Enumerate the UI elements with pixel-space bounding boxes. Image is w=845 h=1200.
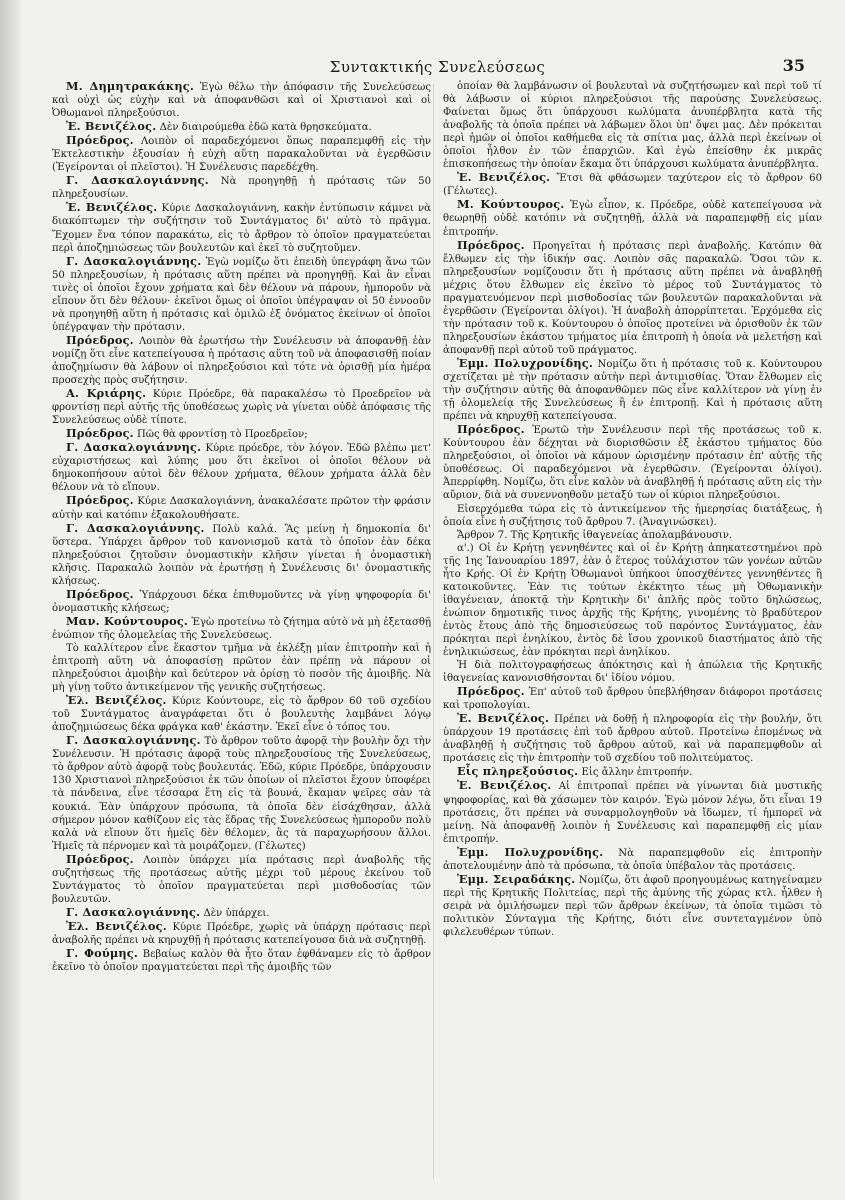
text-columns [52,80,822,1185]
speaker-name: Πρόεδρος. [66,493,134,508]
speech-text: Δὲν ὑπάρχει. [203,907,270,919]
speaker-name: Γ. Δασκαλογιάννης. [66,520,205,535]
speech-text: Πολὺ καλά. Ἂς μείνῃ ἡ δημοκοπία δι' ὕστερα. Ὑπάρχει ἄρθρον τοῦ κανονισμοῦ κατὰ τὸ ὁποῖον ἐὰν δέκα πληρεξούσιοι ζητοῦσιν ὀνομαστικὴν κλῆσιν γίνεται ἡ ὀνομαστικὴ κλῆσις. Παρακαλῶ λοιπὸν νὰ ἐρωτήσῃ ἡ Συνέλευσις δι' ὀνομαστικῆς κλήσεως. [52,523,431,587]
speech-text: ὁποίαν θὰ λαμβάνωσιν οἱ βουλευταὶ νὰ συζητήσωμεν καὶ περὶ τοῦ τί θὰ λάβωσιν οἱ κύριοι πληρεξούσιοι τῆς παρούσης Συνελεύσεως. Φαίνεται ὅμως ὅτι ὑπάρχουσι κωλύματα ἀνυπέρβλητα κατὰ τῆς ἀναβολῆς τὰ ὁποῖα πρέπει νὰ λάβωμεν ὅλοι ὑπ' ὄψει μας. Δὲν πρόκειται περὶ ἡμῶν οἱ ὁποῖοι καθήμεθα εἰς τὰ σπίτια μας, ἀλλὰ περὶ ἐκείνων οἱ ὁποῖοι ἦλθον ἐν τῶν ἐπαρχιῶν. Καὶ ἐγὼ ἐπείσθην ἐκ μικρᾶς ἐπισκοπήσεως τὴν ὁποίαν ἔκαμα ὅτι ὑπάρχουσι κωλύματα ἀνυπέρβλητα. [443,81,822,171]
paragraph [52,427,431,441]
speech-text: Εἰς ἄλλην ἐπιτροπήν. [581,767,693,779]
speech-text: Ὑπάρχουσι δέκα ἐπιθυμοῦντες νὰ γίνῃ ψηφοφορία δι' ὀνομαστικῆς κλήσεως; [52,589,431,614]
speaker-name: Γ. Φούμης. [66,946,138,961]
speech-text: Δὲν διαιρούμεθα ἐδῶ κατὰ θρησκεύματα. [159,122,372,134]
speaker-name: Ἐ. Βενιζέλος. [457,778,552,793]
paragraph [443,779,822,845]
paragraph [52,494,431,521]
speech-text: Ἔτσι θὰ φθάσωμεν ταχύτερον εἰς τὸ ἄρθρον 60 (Γέλωτες). [443,173,822,198]
speech-text: Κύριε Δασκαλογιάννη, ἀνακαλέσατε πρῶτον τὴν φράσιν αὐτὴν καὶ κατόπιν ἐξακολουθήσατε. [52,496,431,521]
paragraph [52,255,431,334]
speech-text: Λοιπὸν οἱ παραδεχόμενοι ὅπως παραπεμφθῇ εἰς τὴν Ἐκτελεστικὴν ἐξουσίαν ἡ εὐχὴ αὕτη παρακαλοῦνται νὰ ἐγερθῶσιν (Ἐγείρονται οἱ πλεῖστοι). Ἡ Συνέλευσις παρεδέχθη. [52,136,431,174]
speech-text: Κύριε πρόεδρε, τὸν λόγον. Ἐδῶ βλέπω μετ' εὐχαριστήσεως καὶ λύπης μου ὅτι ἐκεῖνοι οἱ ὁποῖοι θέλουν νὰ δημοκοπήσουν αὐτοὶ δὲν θέλουν χρήματα, θέλουν χρήματα ἀλλὰ δὲν θέλουν νὰ τὸ εἴπουν. [52,443,431,494]
paragraph [443,198,822,238]
paragraph [52,134,431,174]
speech-text: Βεβαίως καλὸν θὰ ἦτο ὅταν ἐφθάναμεν εἰς τὸ ἄρθρον ἐκεῖνο τὸ ὁποῖον πραγματεύεται περὶ τῆς ἀμοιβῆς τῶν [52,949,431,974]
speaker-name: Ἐλ. Βενιζέλος. [66,918,167,933]
speech-text: Τὸ ἄρθρον τοῦτο ἀφορᾷ τὴν βουλὴν ὄχι τὴν Συνέλευσιν. Ἡ πρότασις ἀφορᾷ τοὺς πληρεξουσίους τῆς Συνελεύσεως, τὸ ἄρθρον αὐτὸ ἀφορᾷ τοὺς βουλευτάς. Ἐδῶ, κύριε Πρόεδρε, ὑπάρχουσιν 130 Χριστιανοὶ πληρεξούσιοι ἐκ τῶν ὁποίων οἱ πλεῖστοι ἔχουν ὑποφέρει τὰ πάνδεινα, εἶνε τέσσαρα ἔτη εἰς τὰ βουνά, ἔκαμαν ψεῖρες σὰν τὰ κουκιά. Ἐὰν ὑπάρχουν πρόσωπα, τὰ ὁποῖα δὲν εἰσάχθησαν, ἀλλὰ σήμερον μόνον καθίζουν εἰς τὰς ἕδρας τῆς Συνελεύσεως ἡμποροῦν πολὺ καλὰ νὰ εἴπουν ὅτι ἡμεῖς δὲν θέλομεν, ἂς τὰ παραχωρήσουν ἄλλοι. Ἡμεῖς τὰ πέρνομεν καὶ τὰ μοιράζομεν. (Γέλωτες) [52,736,431,852]
paragraph [443,80,822,171]
speaker-name: Γ. Δασκαλογιάννης. [66,173,209,188]
paragraph [52,441,431,494]
speech-text: Πῶς θὰ φροντίσῃ τὸ Προεδρεῖον; [137,429,308,441]
speech-text: Νομίζω, ὅτι ἀφοῦ προηγουμένως κατηγείναμεν περὶ τῆς Κρητικῆς Πολιτείας, περὶ τῆς ἀμύνης τῆς χώρας κτλ. ἦλθεν ἡ σειρὰ νὰ ὁμιλήσωμεν περὶ τῶν ἄρθρων ἐκείνων, τὰ ὁποῖα τιμῶσι τὸ πολιτικὸν Σύνταγμα τῆς Κρήτης, διότι εἶνε συντεταγμένον ὑπὸ φιλελευθέρων τύπων. [443,874,822,938]
speech-text: α'.) Οἱ ἐν Κρήτῃ γεννηθέντες καὶ οἱ ἐν Κρήτῃ ἀπηκατεστημένοι πρὸ τῆς 1ης Ἰανουαρίου 1897, ἐὰν ὁ ἕτερος τοὐλάχιστον τῶν γονέων αὐτῶν ἦτο Κρής. Οἱ ἐν Κρήτῃ Ὀθωμανοὶ ὑπήκοοι ὑποσχθέντες γεννηθέντες ἢ κατοικοῦντες. Ἐὰν τις τούτων ἐκέκτητο τέως μὴ Ὀθωμανικὴν ἰθαγένειαν, ἀποκτᾷ τὴν Κρητικὴν δι' ἁπλῆς πρὸς τοῦτο δηλώσεως, ἐνώπιον δημοτικῆς τινος ἀρχῆς τῆς Κρήτης, γινομένης τὸ βραδύτερον ἐντὸς ἔτους ἀπὸ τῆς δημοσιεύσεως τοῦ παρόντος Συντάγματος, ἐὰν πρόκηται περὶ ἐνηλίκου, ἐντὸς δὲ ἴσου χρονικοῦ διαστήματος ἀπὸ τῆς ἐνηλικιώσεως, ἐὰν πρόκηται περὶ ἀνηλίκου. [443,542,822,659]
paragraph [443,239,822,357]
speaker-name: Ἐ. Βενιζέλος. [457,170,551,185]
speaker-name: Μ. Δημητρακάκης. [66,80,195,93]
speech-text: Πρέπει νὰ δοθῇ ἡ πληροφορία εἰς τὴν βουλήν, ὅτι ὑπάρχουν 19 προτάσεις ἐπὶ τοῦ ἄρθρου αὐτοῦ. Προτείνω ἐπομένως νὰ ἀναβληθῇ ἡ συζήτησις τοῦ ἄρθρου αὐτοῦ, καὶ νὰ παραπεμφθοῦν αἱ προτάσεις εἰς τὴν ἐπιτροπὴν τοῦ σχεδίου τοῦ πολιτεύματος. [443,714,822,765]
speech-text: Ἡ διὰ πολιτογραφήσεως ἀπόκτησις καὶ ἡ ἀπώλεια τῆς Κρητικῆς ἰθαγενείας κανονισθήσονται δι' ἰδίου νόμου. [443,660,822,685]
right-column [443,80,822,1185]
paragraph [52,588,431,615]
speaker-name: Ἐλ. Βενιζέλος. [66,693,167,708]
paragraph [443,171,822,198]
paragraph [52,120,431,134]
paragraph [52,201,431,254]
page-spine-shadow [0,0,22,1200]
paragraph [443,542,822,659]
speaker-name: Γ. Δασκαλογιάννης. [66,253,202,268]
speech-text: Κύριε Δασκαλογιάννη, κακὴν ἐντύπωσιν κάμνει νὰ διακόπτωμεν τὴν συζήτησιν τοῦ Συντάγματος δι' αὐτὸ τὸ πρᾶγμα. Ἔχομεν ἕνα τόπον παρακάτω, εἰς τὸ ἄρθρον τὸ ὁποῖον πραγματεύεται περὶ ἀποζημιώσεως τῶν βουλευτῶν καὶ ἐκεῖ τὸ συζητοῦμεν. [52,203,431,254]
paragraph [52,387,431,427]
speech-text: Λοιπὸν θὰ ἐρωτήσω τὴν Συνέλευσιν νὰ ἀποφανθῇ ἐὰν νομίζῃ ὅτι εἶνε κατεπείγουσα ἡ πρότασις αὕτη τοῦ νὰ ἀποφασισθῇ ποίαν ἀποζημίωσιν θὰ λάβουν οἱ πληρεξούσιοι καὶ τότε νὰ ὁρισθῇ μία ἡμέρα προσεχὴς πρὸς συζήτησιν. [52,335,431,387]
speech-text: Λοιπὸν ὑπάρχει μία πρότασις περὶ ἀναβολῆς τῆς συζητήσεως τῆς προτάσεως αὐτῆς μέχρι τοῦ μέρους ἐκείνου τοῦ Συντάγματος τὸ ὁποῖον πραγματεύεται περὶ μισθοδοσίας τῶν βουλευτῶν. [52,854,431,905]
speaker-name: Εἷς πληρεξούσιος. [457,764,579,779]
paragraph [52,174,431,201]
speech-text: Ἐγὼ εἶπον, κ. Πρόεδρε, οὐδὲ κατεπείγουσα νὰ θεωρηθῇ οὐδὲ κατόπιν νὰ συζητηθῇ, ἀλλὰ νὰ παραπεμφθῇ εἰς μίαν ἐπιτροπήν. [443,200,822,238]
speech-text: Κύριε Πρόεδρε, θὰ παρακαλέσω τὸ Προεδρεῖον νὰ φροντίσῃ περὶ αὐτῆς τῆς ὑποθέσεως χωρὶς νὰ γίνεται οὐδὲ ἀπόφασις τῆς Συνελεύσεως οὐδὲ τίποτε. [52,389,431,427]
page-number: 35 [782,56,805,75]
speaker-name: Πρόεδρος. [66,851,134,866]
speaker-name: Ἐμμ. Πολυχρονίδης. [457,355,593,370]
paragraph [52,615,431,642]
paragraph [52,522,431,588]
page-header [60,58,815,80]
speaker-name: Πρόεδρος. [66,586,134,601]
speech-text: Εἰσερχόμεθα τώρα εἰς τὸ ἀντικείμενον τῆς ἡμερησίας διατάξεως, ἡ ὁποία εἶνε ἡ συζήτησις τοῦ ἄρθρου 7. (Ἀναγινώσκει). [443,503,822,528]
paragraph [443,765,822,779]
speaker-name: Ἐ. Βενιζέλος. [66,119,157,134]
paragraph [443,423,822,502]
speaker-name: Πρόεδρος. [457,237,525,252]
paragraph [443,685,822,712]
paragraph [52,694,431,734]
speaker-name: Μαν. Κούντουρος. [66,613,189,628]
paragraph [52,334,431,387]
paragraph [52,920,431,947]
speaker-name: Γ. Δασκαλογιάννης. [66,733,201,748]
speaker-name: Πρόεδρος. [457,684,525,699]
paragraph [52,80,431,120]
speaker-name: Πρόεδρος. [66,332,134,347]
speaker-name: Ἐμμ. Σειραδάκης. [457,871,576,886]
speaker-name: Πρόεδρος. [457,422,525,437]
paragraph [443,873,822,939]
paragraph [443,712,822,765]
running-title: Συντακτικής Συνελεύσεως [329,58,546,76]
speaker-name: Ἐμμ. Πολυχρονίδης. [457,844,604,859]
speech-text: Αἱ ἐπιτροπαὶ πρέπει νὰ γίνωνται διὰ μυστικῆς ψηφοφορίας, καὶ θὰ χάσωμεν τὸν καιρόν. Ἐγὼ μόνον λέγω, ὅτι εἶναι 19 προτάσεις, ὅτι πρέπει νὰ συναρμολογηθοῦν νὰ ἴδωμεν, τί ἠμπορεῖ νὰ μείνῃ. Νὰ ἀποφανθῇ λοιπὸν ἡ Συνέλευσις καὶ παραπεμφθῇ εἰς μίαν ἐπιτροπήν. [443,781,822,845]
speech-text: Ἐρωτῶ τὴν Συνέλευσιν περὶ τῆς προτάσεως τοῦ κ. Κούντουρου ἐὰν δέχηται νὰ διορισθῶσιν ἐξ ἑκάστου τμήματος δύο πληρεξούσιοι, οἱ ὁποῖοι νὰ κάμουν ὡρισμένην πρότασιν ἐπ' αὐτῆς τῆς ὑποθέσεως. Οἱ παραδεχόμενοι νὰ ἐγερθῶσιν. (Ἐγείρονται ὀλίγοι). Ἀπερρίφθη. Νομίζω, ὅτι εἶνε καλὸν νὰ ἀναβληθῇ ἡ πρότασις αὕτη εἰς τὴν αὔριον, διὰ νὰ συνεννοηθοῦν μεταξύ των οἱ κύριοι πληρεξούσιοι. [443,425,822,502]
speech-text: Κύριε Πρόεδρε, χωρὶς νὰ ὑπάρχῃ πρότασις περὶ ἀναβολῆς πρέπει νὰ κηρυχθῇ ἡ πρότασις κατεπείγουσα διὰ νὰ συζητηθῇ. [52,921,431,946]
paragraph [443,503,822,529]
speaker-name: Α. Κριάρης. [66,386,147,401]
speech-text: Κύριε Κούντουρε, εἰς τὸ ἄρθρον 60 τοῦ σχεδίου τοῦ Συντάγματος ἀναγράφεται ὅτι ὁ βουλευτὴς λαμβάνει λόγῳ ἀποζημιώσεως δέκα φράγκα καθ' ἑκάστην. Ἐκεῖ εἶνε ὁ τόπος του. [52,696,431,734]
speech-text: Προηγεῖται ἡ πρότασις περὶ ἀναβολῆς. Κατόπιν θὰ ἔλθωμεν εἰς τὴν ἰδικήν σας. Λοιπὸν σᾶς παρακαλῶ. Ὅσοι τῶν κ. πληρεξουσίων νομίζουσιν ὅτι ἡ πρότασις αὕτη πρέπει νὰ ἀναβληθῇ μέχρις ὅτου ἔλθωμεν εἰς ἐκεῖνο τὸ μέρος τοῦ Συντάγματος τὸ πραγματευόμενον περὶ μισθοδοσίας τῶν βουλευτῶν παρακαλοῦνται νὰ ἐγερθῶσιν (Ἐγείρονται ὀλίγοι). Ἡ ἀναβολὴ ἀπορρίπτεται. Ἐρχόμεθα εἰς τὴν πρότασιν τοῦ κ. Κούντουρου ὁ ὁποῖος προτείνει νὰ ὁρισθοῦν ἐκ τῶν πληρεξουσίων ἑκάστου τμήματος μία ἐπιτροπὴ ἡ ὁποία νὰ μελετήσῃ καὶ ἀποφανθῇ περὶ αὐτοῦ τοῦ πράγματος. [443,240,822,356]
speech-text: Νὰ προηγηθῇ ἡ πρότασις τῶν 50 πληρεξουσίων. [52,176,431,201]
speech-text: Ἄρθρον 7. Τῆς Κρητικῆς ἰθαγενείας ἀπολαμβάνουσιν. [457,529,733,541]
speaker-name: Γ. Δασκαλογιάννης. [66,904,201,919]
paragraph [52,734,431,852]
speaker-name: Γ. Δασκαλογιάννης. [66,440,202,455]
speaker-name: Ἐ. Βενιζέλος. [66,200,158,215]
speech-text: Νὰ παραπεμφθοῦν εἰς ἐπιτροπὴν ἀποτελουμένην ἀπὸ τὰ πρόσωπα, τὰ ὁποῖα ὑπέβαλον τὰς προτάσεις. [443,847,822,872]
speaker-name: Πρόεδρος. [66,426,134,441]
speaker-name: Ἐ. Βενιζέλος. [457,711,550,726]
paragraph [443,846,822,873]
paragraph [52,853,431,906]
paragraph [443,659,822,685]
paragraph [52,906,431,920]
speaker-name: Μ. Κούντουρος. [457,197,565,212]
speech-text: Ἐγὼ θέλω τὴν ἀπόφασιν τῆς Συνελεύσεως καὶ οὐχὶ ὡς εὐχὴν καὶ νὰ ἀποφανθῶσι καὶ οἱ Χριστιανοὶ καὶ οἱ Ὀθωμανοὶ πληρεξούσιοι. [52,82,431,120]
left-column [52,80,431,1185]
speaker-name: Πρόεδρος. [66,133,134,148]
paragraph [443,357,822,423]
paragraph [443,529,822,542]
paragraph [52,947,431,974]
speech-text: Ἐγὼ νομίζω ὅτι ἐπειδὴ ὑπεγράφη ἄνω τῶν 50 πληρεξουσίων, ἡ πρότασις αὕτη πρέπει νὰ προηγηθῇ. Καὶ ἂν εἶναι τινὲς οἱ ὁποῖοι ἔχουν χρήματα καὶ δὲν θέλουν νὰ πάρουν, ἡμποροῦν νὰ εἴπουν ὅτι δὲν θέλουν· ἐκεῖνοι ὅμως οἱ ὁποῖοι ὑπέγραψαν οἱ 50 ἐννοοῦν νὰ προηγηθῇ αὕτη ἡ πρότασις καὶ ὁμιλῶ ἐξ ὀνόματος ἐκείνων οἱ ὁποῖοι ὑπέγραψαν τὴν πρότασιν. [52,256,431,333]
speech-text: Τὸ καλλίτερον εἶνε ἕκαστον τμῆμα νὰ ἐκλέξῃ μίαν ἐπιτροπὴν καὶ ἡ ἐπιτροπὴ αὕτη νὰ ἀποφασίσῃ πρῶτον ἐὰν πρέπῃ νὰ πάρουν οἱ πληρεξούσιοι ἀμοιβὴν καὶ δεύτερον νὰ ὁρίσῃ τὸ ποσὸν τῆς ἀμοιβῆς. Νὰ μὴ γίνῃ τοῦτο ἀντικείμενον τῆς γενικῆς συζητήσεως. [52,642,431,694]
speech-text: Νομίζω ὅτι ἡ πρότασις τοῦ κ. Κούντουρου σχετίζεται μὲ τὴν πρότασιν αὐτὴν περὶ ἀντιμισθίας. Ὅταν ἔλθωμεν εἰς τὴν συζήτησιν αὐτῆς θὰ ἀποφανθῶμεν πῶς εἶνε καλλίτερον νὰ γίνῃ ἐν τῇ ὁλομελείᾳ τῆς Συνελεύσεως ἢ ἐν ἐπιτροπῇ. Καὶ ἡ πρότασις αὕτη πρέπει νὰ κηρυχθῇ κατεπείγουσα. [443,358,822,423]
paragraph [52,642,431,694]
speech-text: Ἐπ' αὐτοῦ τοῦ ἄρθρου ὑπεβλήθησαν διάφοροι προτάσεις καὶ τροπολογίαι. [443,687,822,712]
speech-text: Ἐγὼ προτείνω τὸ ζήτημα αὐτὸ νὰ μὴ ἐξετασθῇ ἐνώπιον τῆς ὁλομελείας τῆς Συνελεύσεως. [52,616,431,641]
